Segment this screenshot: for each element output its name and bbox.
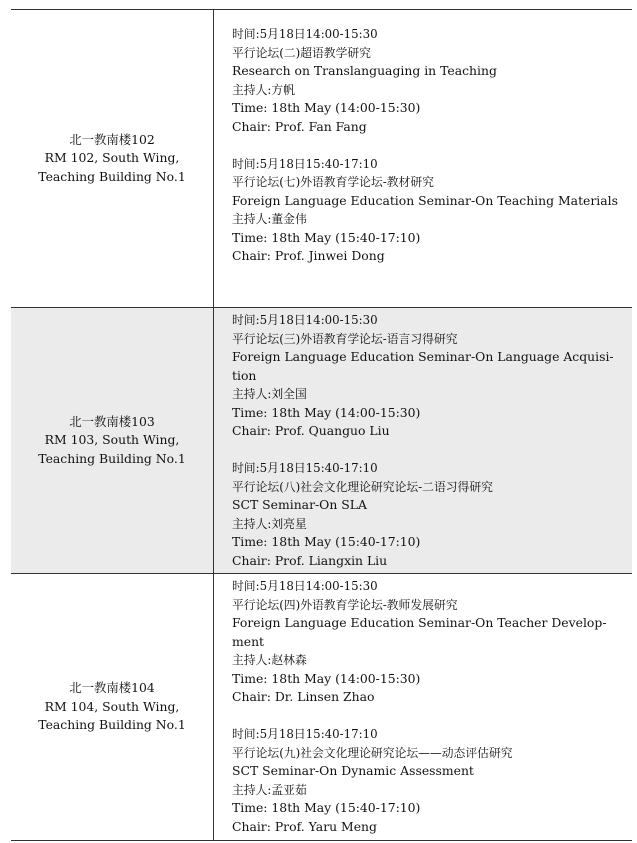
session-time-en: Time: 18th May (14:00-15:30) (232, 100, 421, 115)
room-name-zh: 北一教南楼104 (69, 680, 155, 696)
building-name-en: Teaching Building No.1 (38, 450, 186, 466)
session-title-zh: 平行论坛(九)社会文化理论研究论坛——动态评估研究 (232, 745, 513, 760)
session-block (232, 311, 632, 441)
session-time-en: Time: 18th May (15:40-17:10) (232, 800, 421, 815)
room-name-zh: 北一教南楼102 (69, 131, 155, 147)
location-cell (11, 308, 214, 573)
session-time-en: Time: 18th May (15:40-17:10) (232, 229, 421, 245)
session-title-zh: 平行论坛(八)社会文化理论研究论坛-二语习得研究 (232, 479, 493, 494)
room-name-en: RM 103, South Wing, (44, 432, 180, 448)
session-title-en-continued: tion (232, 367, 257, 383)
session-title-en: Research on Translanguaging in Teaching (232, 63, 497, 78)
session-time-zh: 时间:5月18日15:40-17:10 (232, 156, 378, 171)
sessions-cell (214, 308, 632, 573)
session-chair-zh: 主持人:方帆 (232, 82, 295, 97)
session-chair-zh: 主持人:刘亮星 (232, 516, 307, 531)
room-name-en: RM 104, South Wing, (44, 698, 180, 714)
sessions-cell (214, 10, 632, 307)
session-chair-en: Chair: Prof. Liangxin Liu (232, 552, 388, 568)
session-time-zh: 时间:5月18日15:40-17:10 (232, 461, 378, 475)
session-title-zh: 平行论坛(七)外语教育学论坛-教材研究 (232, 175, 434, 189)
session-time-zh: 时间:5月18日14:00-15:30 (232, 27, 378, 41)
table-row (11, 10, 632, 308)
session-title-en-continued: ment (232, 633, 265, 649)
session-block (232, 459, 632, 570)
table-row (11, 574, 632, 840)
session-title-en: Foreign Language Education Seminar-On Language Acquisi- (232, 349, 614, 364)
session-time-en: Time: 18th May (14:00-15:30) (232, 404, 421, 420)
session-time-zh: 时间:5月18日15:40-17:10 (232, 727, 378, 741)
building-name-en: Teaching Building No.1 (38, 168, 186, 184)
session-time-en: Time: 18th May (14:00-15:30) (232, 670, 421, 686)
schedule-table (11, 9, 632, 841)
session-time-zh: 时间:5月18日14:00-15:30 (232, 313, 378, 327)
session-chair-zh: 主持人:赵林森 (232, 653, 307, 667)
table-row (11, 308, 632, 574)
session-block (232, 155, 632, 266)
session-block (232, 577, 632, 707)
room-name-en: RM 102, South Wing, (44, 150, 180, 166)
session-chair-en: Chair: Prof. Yaru Meng (232, 818, 377, 834)
session-title-zh: 平行论坛(三)外语教育学论坛-语言习得研究 (232, 331, 458, 346)
sessions-cell (214, 574, 632, 840)
location-cell (11, 574, 214, 840)
session-title-en: SCT Seminar-On Dynamic Assessment (232, 763, 474, 778)
session-chair-zh: 主持人:孟亚茹 (232, 782, 307, 797)
session-block (232, 25, 632, 136)
session-time-en: Time: 18th May (15:40-17:10) (232, 534, 421, 549)
session-title-en: SCT Seminar-On SLA (232, 497, 367, 512)
session-chair-en: Chair: Dr. Linsen Zhao (232, 689, 375, 704)
session-time-zh: 时间:5月18日14:00-15:30 (232, 579, 378, 593)
session-title-zh: 平行论坛(四)外语教育学论坛-教师发展研究 (232, 597, 458, 612)
session-title-zh: 平行论坛(二)超语教学研究 (232, 45, 371, 60)
session-title-en: Foreign Language Education Seminar-On Teaching Materials (232, 192, 618, 208)
location-cell (11, 10, 214, 307)
session-title-en: Foreign Language Education Seminar-On Teacher Develop- (232, 615, 607, 630)
session-block (232, 725, 632, 836)
room-name-zh: 北一教南楼103 (69, 413, 155, 429)
session-chair-zh: 主持人:刘全国 (232, 387, 307, 401)
session-chair-en: Chair: Prof. Jinwei Dong (232, 248, 385, 263)
building-name-en: Teaching Building No.1 (38, 717, 186, 733)
session-chair-en: Chair: Prof. Quanguo Liu (232, 423, 390, 438)
session-chair-zh: 主持人:董金伟 (232, 212, 307, 226)
session-chair-en: Chair: Prof. Fan Fang (232, 118, 367, 134)
